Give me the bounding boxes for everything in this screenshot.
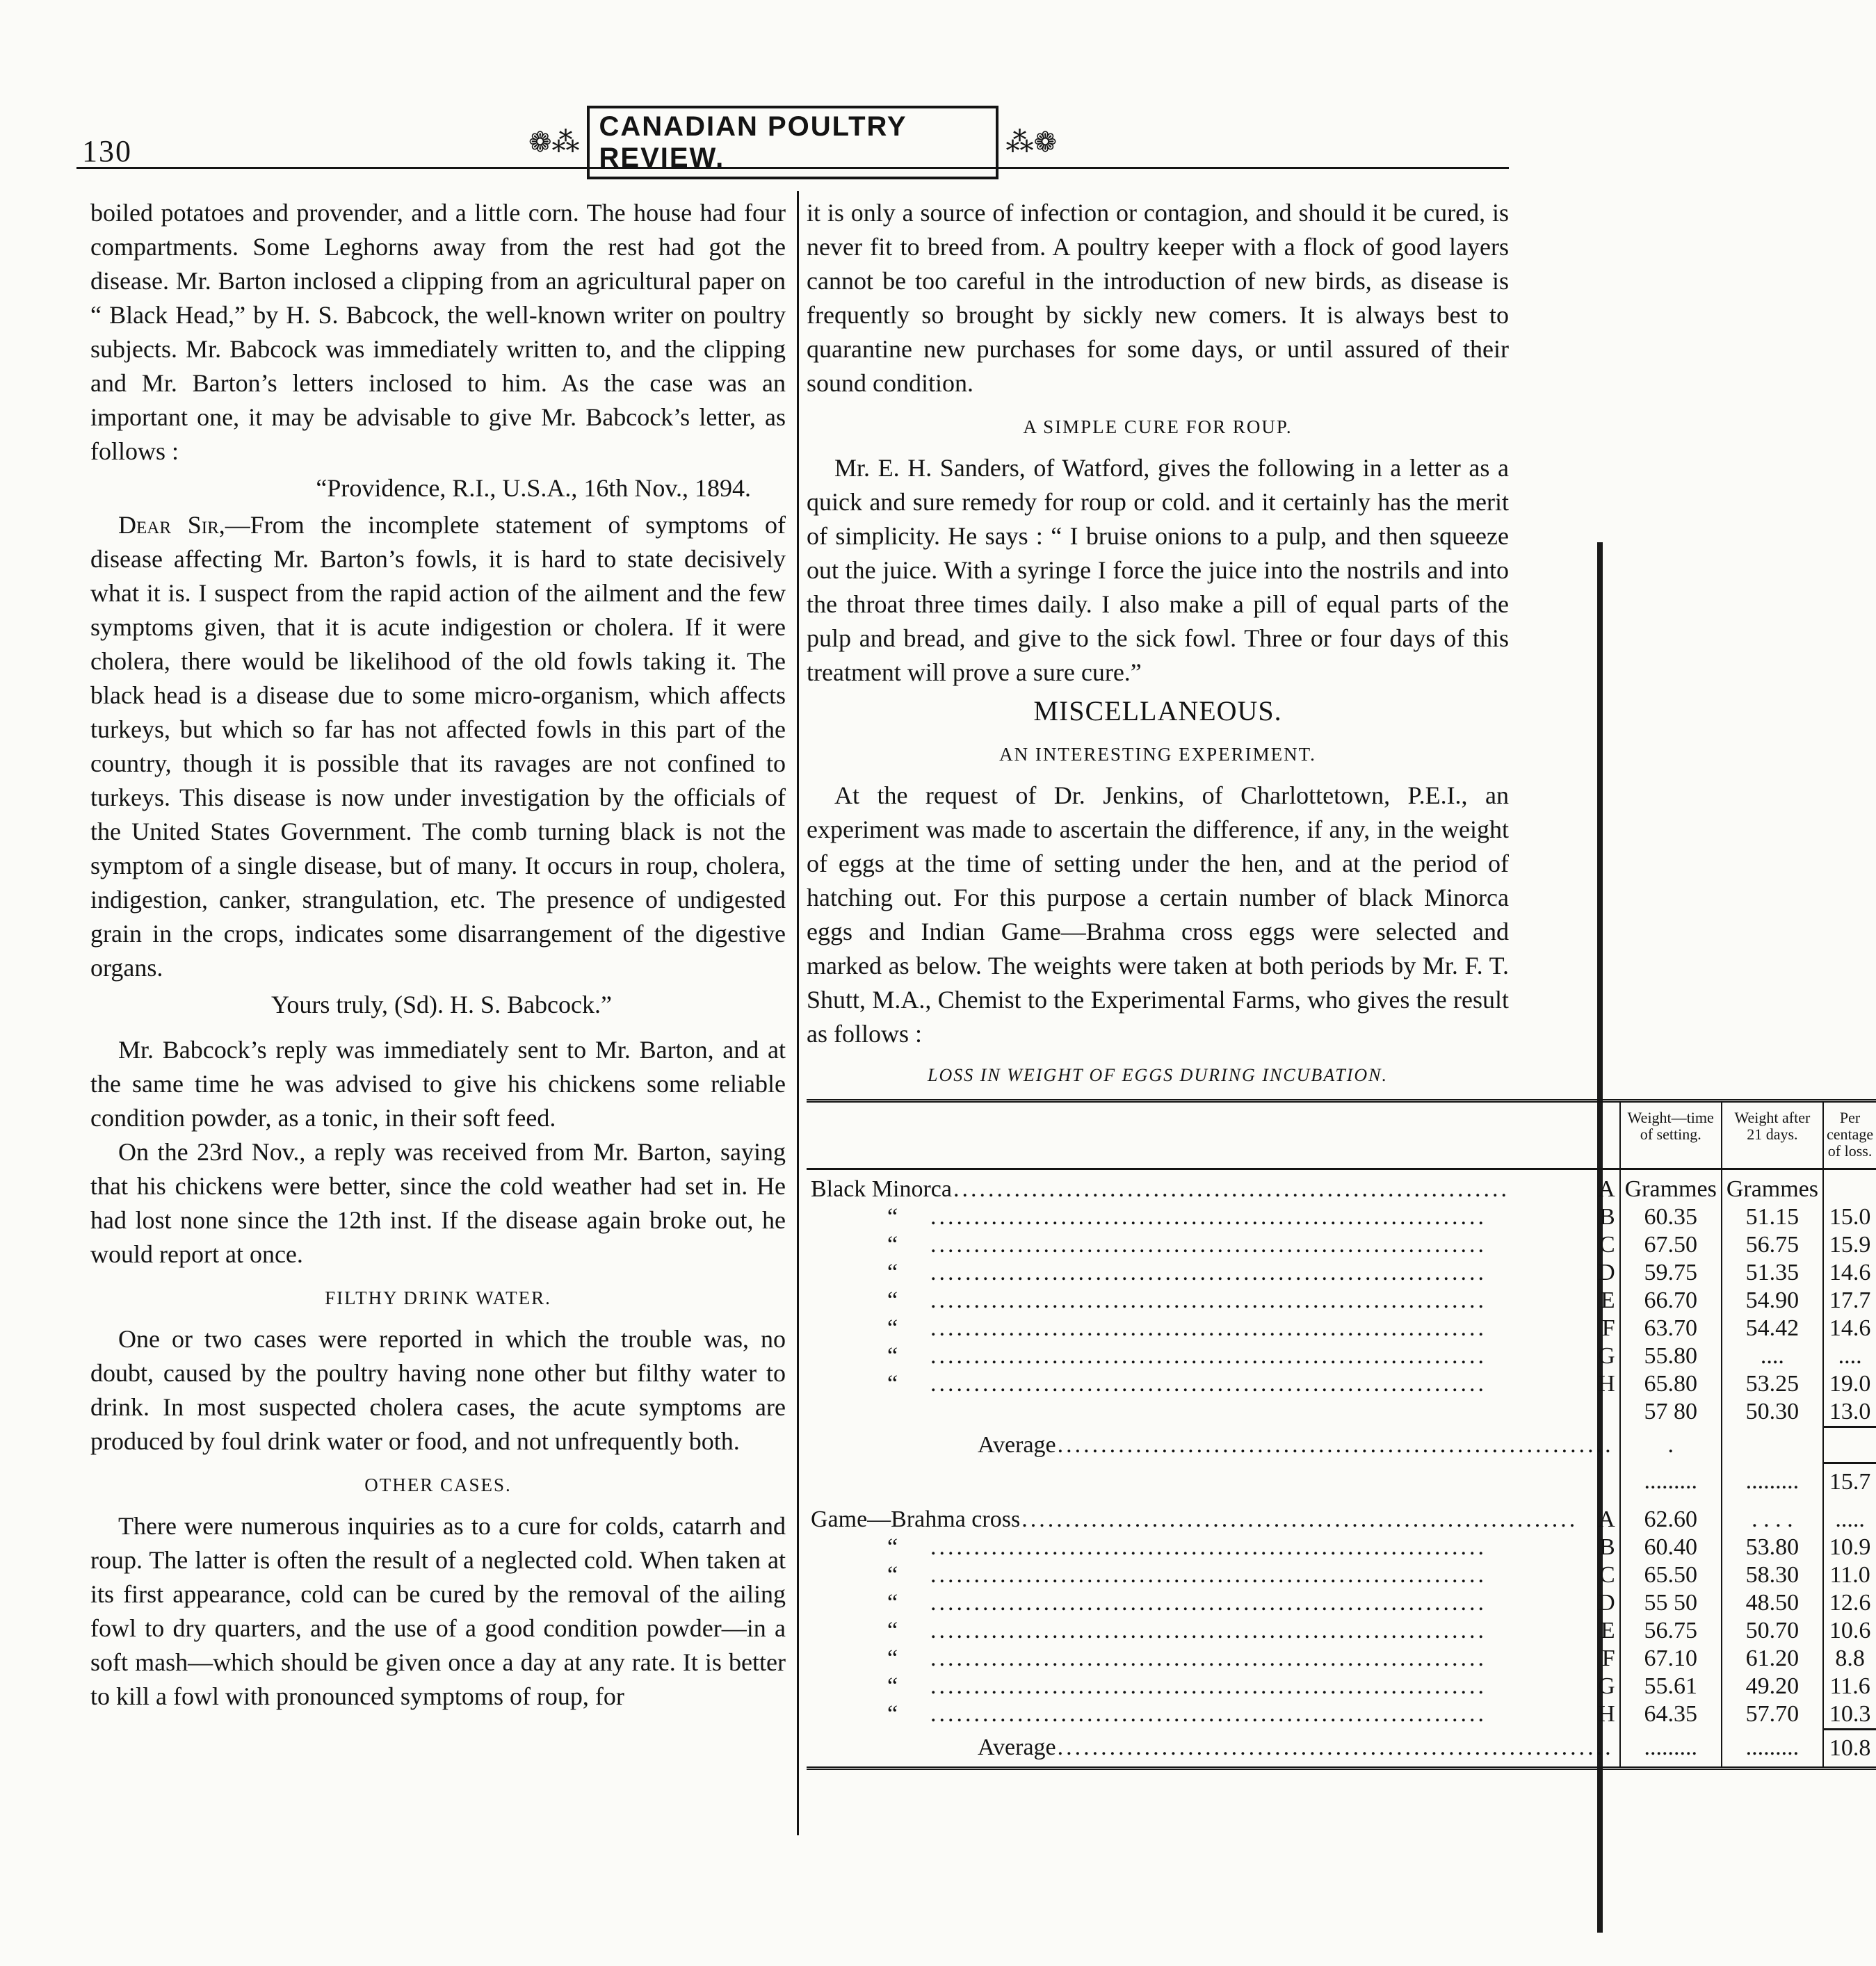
- section-heading: A SIMPLE CURE FOR ROUP.: [1023, 416, 1293, 437]
- row-letter: H: [1598, 1371, 1615, 1397]
- percent-loss: 12.6: [1823, 1589, 1876, 1617]
- leader-dots: [929, 1370, 1598, 1398]
- leader-dots: [1020, 1506, 1598, 1534]
- row-label: [807, 1287, 1620, 1315]
- row-label-wrap: [811, 1342, 1615, 1370]
- table-row: [807, 1700, 1876, 1730]
- weight-setting: 64.35: [1620, 1700, 1722, 1730]
- percent-loss: [1823, 1169, 1876, 1204]
- table-row: [807, 1370, 1876, 1398]
- row-label-wrap: [811, 1259, 1615, 1287]
- leader-dots: [929, 1700, 1598, 1728]
- row-letter: A: [1598, 1176, 1615, 1202]
- average-loss: [1823, 1427, 1876, 1463]
- row-label-wrap: [811, 1617, 1615, 1645]
- percent-loss: 17.7: [1823, 1287, 1876, 1315]
- percent-loss: ....: [1823, 1342, 1876, 1370]
- weight-setting: 55 50: [1620, 1589, 1722, 1617]
- paragraph: There were numerous inquiries as to a cure for colds, catarrh and roup. The latter is often the result of a neglected cold. When taken at its first appearance, cold can be cured by the removal of the ailing fowl to dry quarters, and the use of a good condition powder—in a soft mash—which should be given once a day at any rate. It is better to kill a fowl with pronounced symptoms of roup, for: [90, 1512, 786, 1710]
- section-heading: FILTHY DRINK WATER.: [325, 1287, 551, 1308]
- weight-setting: 59.75: [1620, 1259, 1722, 1287]
- average-text: Average: [978, 1431, 1056, 1458]
- table-row: [807, 1534, 1876, 1561]
- leader-dots: [929, 1645, 1602, 1673]
- page-number: 130: [82, 134, 132, 168]
- leader-dots: [929, 1561, 1599, 1589]
- weight-setting: 60.40: [1620, 1534, 1722, 1561]
- left-column: [90, 196, 786, 1714]
- row-label: [807, 1500, 1620, 1534]
- weight-after: 58.30: [1722, 1561, 1823, 1589]
- row-label-wrap: [811, 1700, 1615, 1728]
- row-name: Game—Brahma cross: [811, 1506, 1021, 1532]
- table-caption: LOSS IN WEIGHT OF EGGS DURING INCUBATION.: [928, 1065, 1388, 1085]
- table-header-loss: Per centage of loss.: [1823, 1101, 1876, 1169]
- weight-setting: 56.75: [1620, 1617, 1722, 1645]
- row-label-wrap: [811, 1506, 1615, 1534]
- average-row: [807, 1427, 1876, 1463]
- average-row: [807, 1730, 1876, 1769]
- right-column: [807, 196, 1874, 1770]
- row-label: [807, 1315, 1620, 1342]
- row-label-wrap: [811, 1534, 1615, 1561]
- ornament-right-icon: ⁂❁: [1005, 127, 1057, 158]
- weight-after: 51.35: [1722, 1259, 1823, 1287]
- header-rule: [76, 167, 1509, 169]
- table-row: [807, 1398, 1876, 1427]
- paragraph: At the request of Dr. Jenkins, of Charlottetown, P.E.I., an experiment was made to ascertain the difference, if any, in the weight of eggs at the time of setting under the hen, and at the period of hatching out. For this purpose a certain number of black Minorca eggs and Indian Game—Brahma cross eggs were selected and marked as below. The weights were taken at both periods by Mr. F. T. Shutt, M.A., Chemist to the Experimental Farms, who gives the result as follows :: [807, 781, 1509, 1048]
- weight-after: Grammes: [1722, 1169, 1823, 1204]
- row-label-wrap: [811, 1231, 1615, 1259]
- table-row: [807, 1617, 1876, 1645]
- table-row: [807, 1589, 1876, 1617]
- table-row: [807, 1203, 1876, 1231]
- paragraph: Mr. E. H. Sanders, of Watford, gives the following in a letter as a quick and sure remedy for roup or cold. and it certainly has the merit of simplicity. He says : “ I bruise onions to a pulp, and then squeeze out the juice. With a syringe I force the juice into the nostrils and into the throat three times daily. I also make a pill of equal parts of the pulp and bread, and give to the sick fowl. Three or four days of this treatment will prove a sure cure.”: [807, 454, 1509, 686]
- weight-setting: 62.60: [1620, 1500, 1722, 1534]
- row-label-wrap: [811, 1370, 1615, 1398]
- weight-after: 49.20: [1722, 1673, 1823, 1700]
- row-letter: G: [1598, 1673, 1615, 1699]
- leader-dots: [952, 1176, 1598, 1203]
- table-row: [807, 1315, 1876, 1342]
- table-header-blank: [807, 1101, 1620, 1169]
- percent-loss: 11.0: [1823, 1561, 1876, 1589]
- table-body: [807, 1169, 1876, 1769]
- percent-loss: 10.3: [1823, 1700, 1876, 1730]
- average-text: Average: [978, 1734, 1056, 1760]
- row-letter: B: [1599, 1204, 1615, 1230]
- weight-setting: 55.80: [1620, 1342, 1722, 1370]
- table-row: [807, 1342, 1876, 1370]
- row-name: “: [887, 1232, 898, 1258]
- leader-dots: [929, 1287, 1601, 1315]
- weight-setting: 67.10: [1620, 1645, 1722, 1673]
- paragraph: One or two cases were reported in which the trouble was, no doubt, caused by the poultry having none other but filthy water to drink. In most suspected cholera cases, the acute symptoms are produced by foul drink water or food, and not unfrequently both.: [90, 1325, 786, 1455]
- table-row: [807, 1561, 1876, 1589]
- letter-salutation: Dear Sir,: [118, 511, 225, 539]
- weight-after: 54.42: [1722, 1315, 1823, 1342]
- leader-dots: [929, 1617, 1601, 1645]
- letter-body: [90, 508, 786, 985]
- table-row: [807, 1287, 1876, 1315]
- table-header-row: [807, 1101, 1876, 1169]
- percent-loss: 19.0: [1823, 1370, 1876, 1398]
- row-label: [807, 1700, 1620, 1730]
- average-label: [807, 1730, 1620, 1769]
- row-name: “: [887, 1618, 898, 1643]
- row-name: “: [887, 1287, 898, 1313]
- leader-dots: [1056, 1431, 1615, 1459]
- percent-loss: 14.6: [1823, 1315, 1876, 1342]
- section-heading: OTHER CASES.: [364, 1474, 512, 1495]
- row-letter: B: [1599, 1534, 1615, 1560]
- row-label: [807, 1398, 1620, 1427]
- row-letter: H: [1598, 1701, 1615, 1727]
- row-label-wrap: [811, 1315, 1615, 1342]
- row-name: “: [887, 1646, 898, 1671]
- row-label-wrap: [811, 1287, 1615, 1315]
- percent-loss: 15.0: [1823, 1203, 1876, 1231]
- average-row: [807, 1463, 1876, 1501]
- paragraph: Mr. Babcock’s reply was immediately sent to Mr. Barton, and at the same time he was advised to give his chickens some reliable condition powder, as a tonic, in their soft feed.: [90, 1036, 786, 1132]
- weight-after: 53.80: [1722, 1534, 1823, 1561]
- leader-dots: [929, 1673, 1598, 1700]
- row-label: [807, 1617, 1620, 1645]
- row-name: “: [887, 1260, 898, 1285]
- row-label-wrap: [811, 1589, 1615, 1617]
- weight-setting: 57 80: [1620, 1398, 1722, 1427]
- average-loss: 15.7: [1823, 1463, 1876, 1501]
- average-label: [807, 1463, 1620, 1501]
- leader-dots: [929, 1203, 1599, 1231]
- weight-after: 54.90: [1722, 1287, 1823, 1315]
- row-letter: F: [1601, 1315, 1615, 1341]
- weight-after: ....: [1722, 1342, 1823, 1370]
- row-name: “: [887, 1562, 898, 1588]
- weight-after: 48.50: [1722, 1589, 1823, 1617]
- row-label-wrap: [811, 1645, 1615, 1673]
- weight-after: 61.20: [1722, 1645, 1823, 1673]
- row-label: [807, 1534, 1620, 1561]
- letter-dateline: “Providence, R.I., U.S.A., 16th Nov., 1894.: [316, 474, 751, 502]
- weight-after: 57.70: [1722, 1700, 1823, 1730]
- percent-loss: 10.9: [1823, 1534, 1876, 1561]
- leader-dots: [929, 1231, 1599, 1259]
- letter-signoff: Yours truly, (Sd). H. S. Babcock.”: [271, 991, 612, 1018]
- average-setting: .........: [1620, 1730, 1722, 1769]
- row-label: [807, 1370, 1620, 1398]
- percent-loss: 14.6: [1823, 1259, 1876, 1287]
- weight-setting: 66.70: [1620, 1287, 1722, 1315]
- row-name: “: [887, 1673, 898, 1699]
- leader-dots: [929, 1534, 1599, 1561]
- weight-setting: 67.50: [1620, 1231, 1722, 1259]
- table-row: [807, 1500, 1876, 1534]
- percent-loss: 11.6: [1823, 1673, 1876, 1700]
- row-letter: A: [1598, 1506, 1615, 1532]
- paragraph: boiled potatoes and provender, and a little corn. The house had four compartments. Some Leghorns away from the rest had got the disease. Mr. Barton inclosed a clipping from an agricultural paper on “ Black Head,” by H. S. Babcock, the well-known writer on poultry subjects. Mr. Babcock was immediately written to, and the clipping and Mr. Barton’s letters inclosed to him. As the case was an important one, it may be advisable to give Mr. Babcock’s letter, as follows :: [90, 199, 786, 465]
- row-letter: G: [1598, 1343, 1615, 1369]
- row-letter: E: [1600, 1618, 1615, 1643]
- paragraph: it is only a source of infection or contagion, and should it be cured, is never fit to breed from. A poultry keeper with a flock of good layers cannot be too careful in the introduction of new birds, as disease is frequently so brought by sickly new comers. It is always best to quarantine new purchases for some days, or until assured of their sound condition.: [807, 199, 1509, 397]
- table-header-setting: Weight—time of setting.: [1620, 1101, 1722, 1169]
- row-label-wrap: [811, 1673, 1615, 1700]
- ornament-left-icon: ❁⁂: [528, 127, 580, 158]
- weight-setting: Grammes: [1620, 1169, 1722, 1204]
- weight-after: 56.75: [1722, 1231, 1823, 1259]
- section-title: MISCELLANEOUS.: [1033, 695, 1282, 726]
- row-label-wrap: [811, 1561, 1615, 1589]
- leader-dots: [929, 1589, 1598, 1617]
- weight-setting: 65.80: [1620, 1370, 1722, 1398]
- weight-after: 50.30: [1722, 1398, 1823, 1427]
- row-name: “: [887, 1590, 898, 1616]
- row-name: “: [887, 1343, 898, 1369]
- leader-dots: [929, 1315, 1602, 1342]
- row-name: “: [887, 1534, 898, 1560]
- table-header-after: Weight after 21 days.: [1722, 1101, 1823, 1169]
- average-label-wrap: [811, 1431, 1615, 1459]
- leader-dots: [929, 1342, 1598, 1370]
- table-row: [807, 1231, 1876, 1259]
- row-name: “: [887, 1204, 898, 1230]
- row-label: [807, 1231, 1620, 1259]
- average-after: [1722, 1427, 1823, 1463]
- letter-text: —From the incomplete statement of symptoms of disease affecting Mr. Barton’s fowls, it is hard to state decisively what it is. I suspect from the rapid action of the ailment and the few symptoms given, that it is acute indigestion or cholera. If it were cholera, there would be likelihood of the old fowls taking it. The black head is a disease due to some micro-organism, which affects turkeys, but which so far has not affected fowls in this part of the country, though it is possible that its ravages are not confined to turkeys. This disease is now under investigation by the officials of the United States Government. The comb turning black is not the symptom of a single disease, but of many. It occurs in roup, cholera, indigestion, canker, strangulation, etc. The presence of undigested grain in the crops, indicates some disarrangement of the digestive organs.: [90, 511, 786, 982]
- percent-loss: 15.9: [1823, 1231, 1876, 1259]
- row-letter: D: [1598, 1260, 1615, 1285]
- row-label-wrap: [811, 1203, 1615, 1231]
- percent-loss: 10.6: [1823, 1617, 1876, 1645]
- leader-dots: [1056, 1734, 1615, 1762]
- row-label: [807, 1589, 1620, 1617]
- percent-loss: 13.0: [1823, 1398, 1876, 1427]
- section-heading: AN INTERESTING EXPERIMENT.: [999, 744, 1316, 765]
- row-name: “: [887, 1315, 898, 1341]
- average-loss: 10.8: [1823, 1730, 1876, 1769]
- row-label-wrap: [811, 1176, 1615, 1203]
- row-label: [807, 1203, 1620, 1231]
- row-label: [807, 1342, 1620, 1370]
- weight-setting: 55.61: [1620, 1673, 1722, 1700]
- percent-loss: 8.8: [1823, 1645, 1876, 1673]
- table-row: [807, 1169, 1876, 1204]
- weight-after: . . . .: [1722, 1500, 1823, 1534]
- average-setting: .: [1620, 1427, 1722, 1463]
- row-letter: C: [1599, 1562, 1615, 1588]
- row-label: [807, 1259, 1620, 1287]
- row-letter: E: [1600, 1287, 1615, 1313]
- weight-after: 50.70: [1722, 1617, 1823, 1645]
- row-label: [807, 1645, 1620, 1673]
- paragraph: On the 23rd Nov., a reply was received from Mr. Barton, saying that his chickens were better, since the cold weather had set in. He had lost none since the 12th inst. If the disease again broke out, he would report at once.: [90, 1138, 786, 1268]
- row-letter: D: [1598, 1590, 1615, 1616]
- average-label: [807, 1427, 1620, 1463]
- row-name: Black Minorca: [811, 1176, 952, 1202]
- row-label: [807, 1561, 1620, 1589]
- row-letter: C: [1599, 1232, 1615, 1258]
- masthead: [528, 111, 1057, 173]
- weight-after: 53.25: [1722, 1370, 1823, 1398]
- table-row: [807, 1645, 1876, 1673]
- average-after: .........: [1722, 1463, 1823, 1501]
- column-divider: [797, 191, 799, 1835]
- weight-setting: 60.35: [1620, 1203, 1722, 1231]
- average-after: .........: [1722, 1730, 1823, 1769]
- weight-setting: 65.50: [1620, 1561, 1722, 1589]
- row-label: [807, 1169, 1620, 1204]
- row-name: “: [887, 1371, 898, 1397]
- egg-weight-table: [807, 1099, 1876, 1770]
- weight-after: 51.15: [1722, 1203, 1823, 1231]
- row-letter: F: [1601, 1646, 1615, 1671]
- table-row: [807, 1259, 1876, 1287]
- weight-setting: 63.70: [1620, 1315, 1722, 1342]
- masthead-title: CANADIAN POULTRY REVIEW.: [587, 106, 999, 179]
- leader-dots: [929, 1259, 1598, 1287]
- average-setting: .........: [1620, 1463, 1722, 1501]
- table-row: [807, 1673, 1876, 1700]
- average-label-wrap: [811, 1734, 1615, 1762]
- percent-loss: .....: [1823, 1500, 1876, 1534]
- row-name: “: [887, 1701, 898, 1727]
- row-label: [807, 1673, 1620, 1700]
